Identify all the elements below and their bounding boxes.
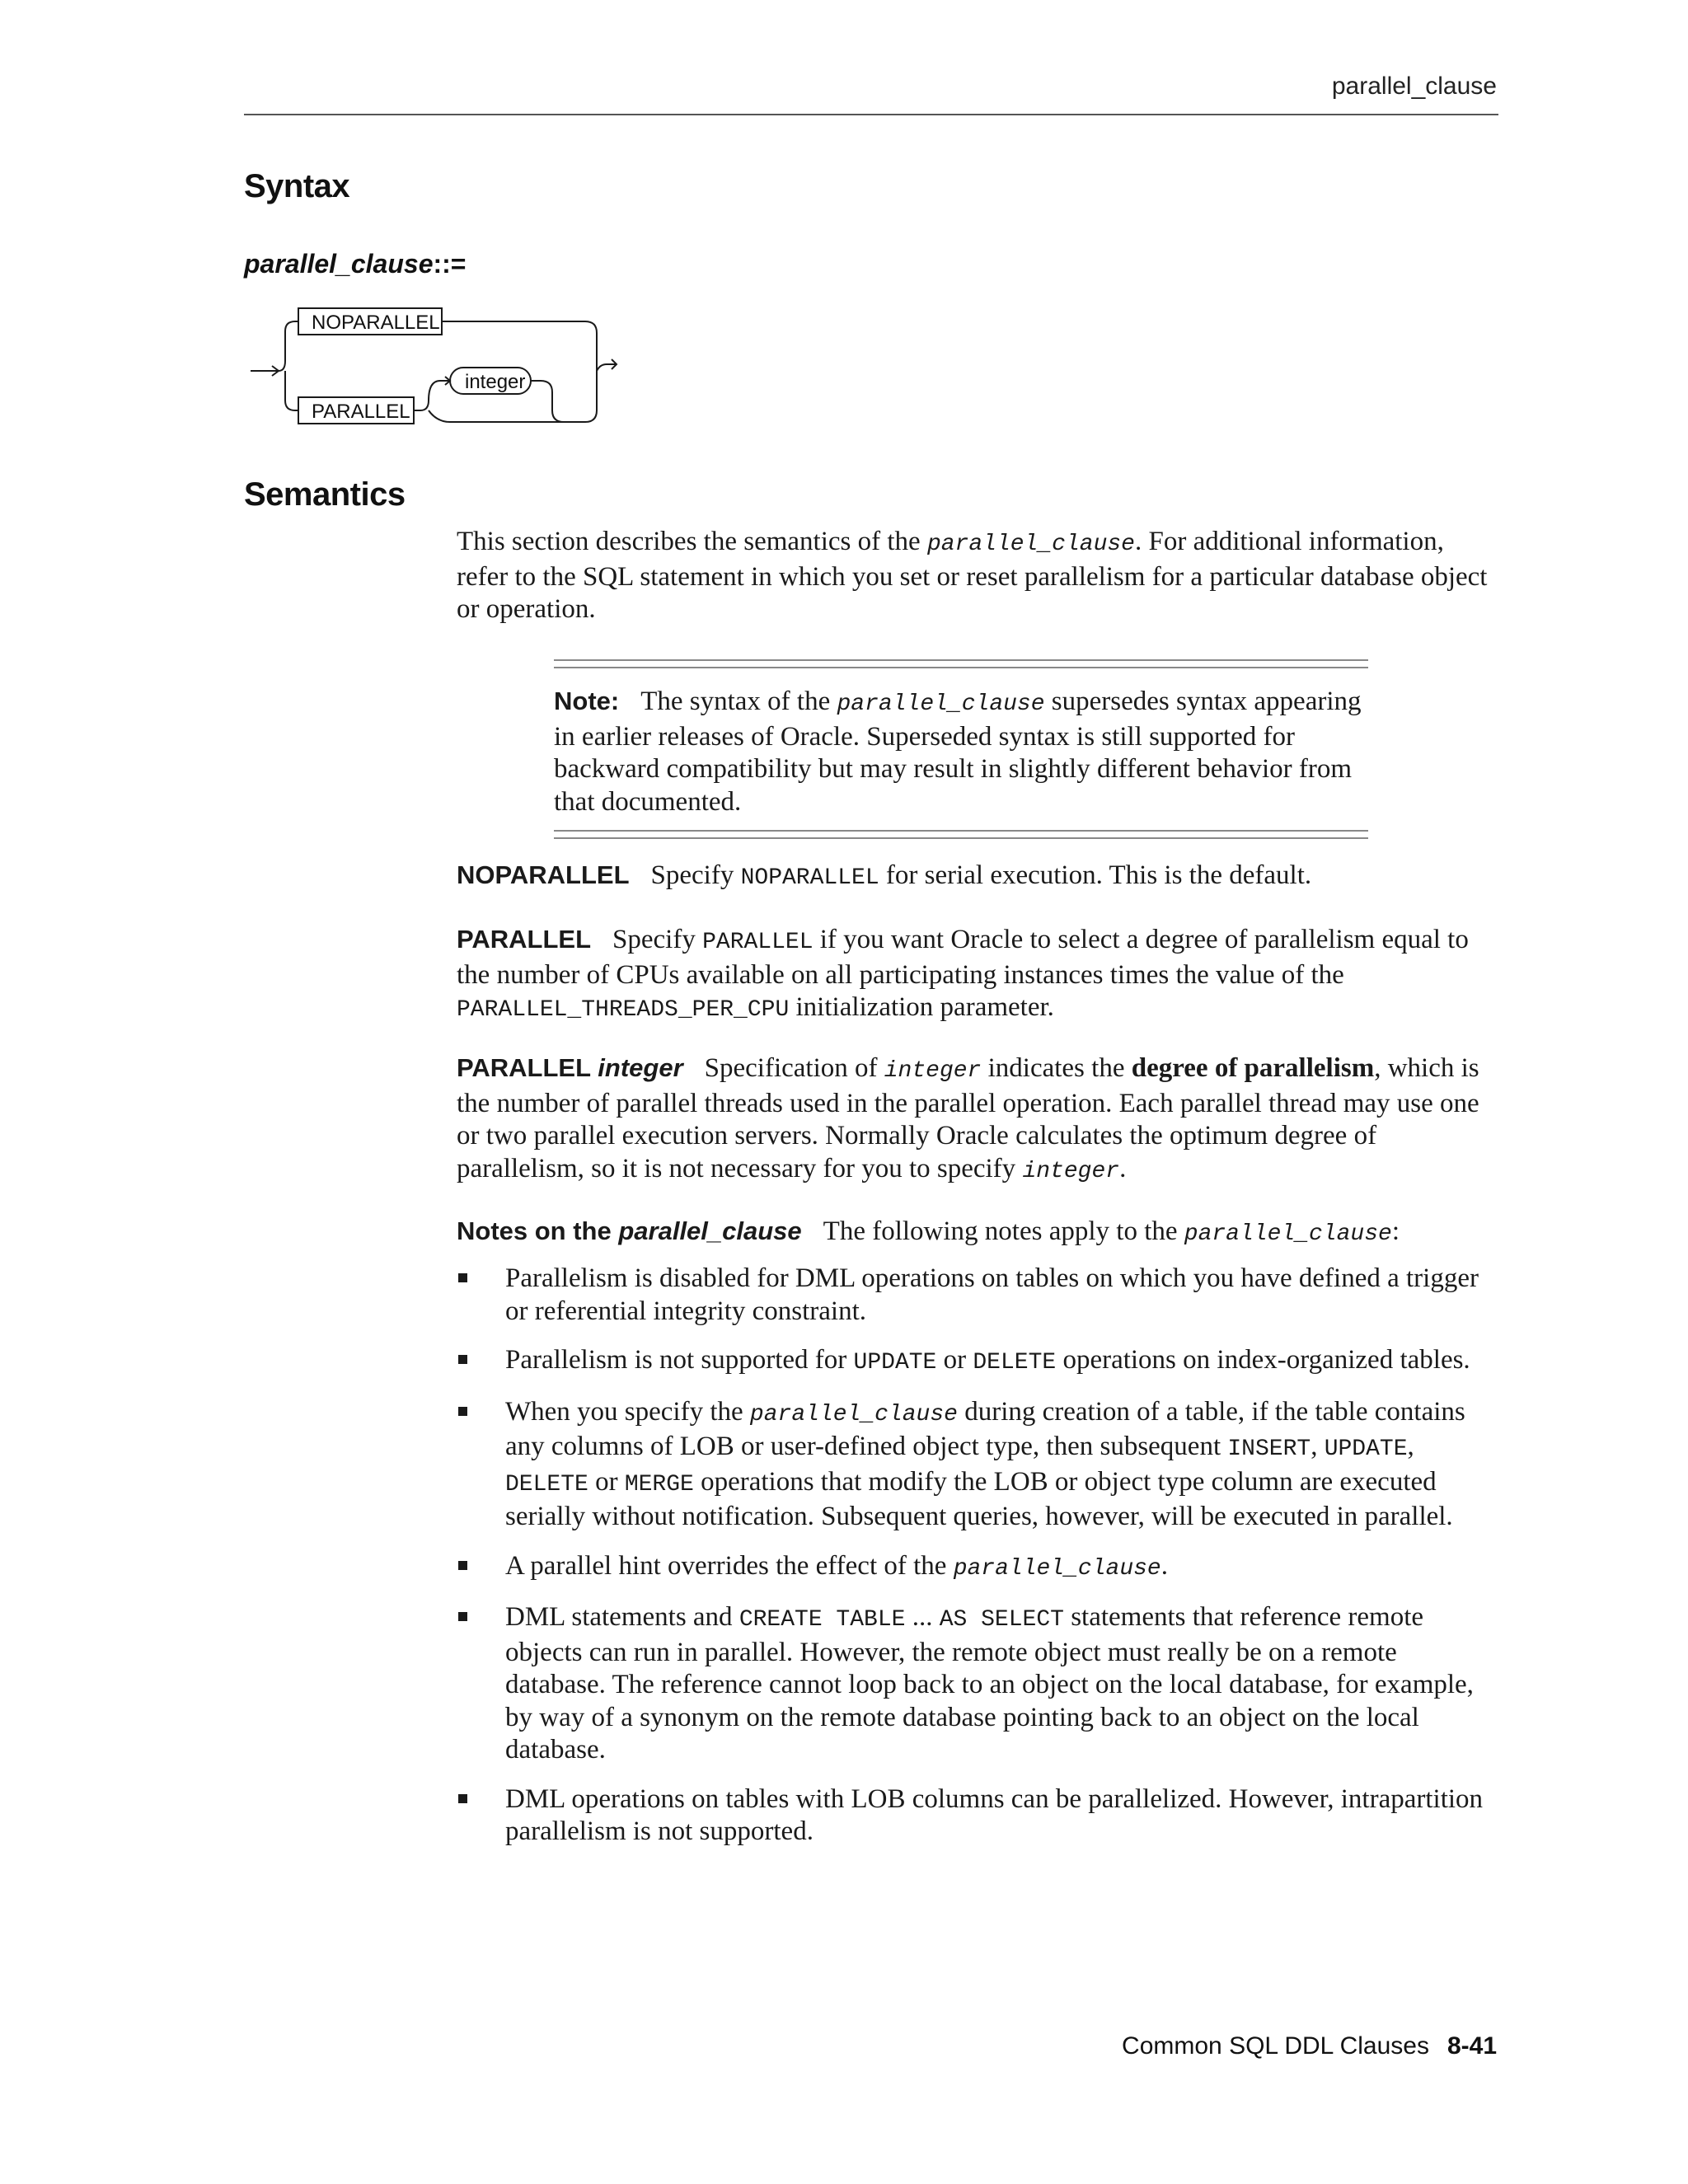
bypass-line <box>429 410 585 422</box>
merge-code: MERGE <box>624 1471 694 1497</box>
parallel-integer-code-end: integer <box>1022 1158 1120 1184</box>
note-text-start: The syntax of the <box>640 687 837 716</box>
notes-heading-text-end: : <box>1391 1216 1400 1246</box>
parallel-integer-code: integer <box>884 1058 982 1084</box>
intro-paragraph <box>457 526 1498 626</box>
noparallel-code: NOPARALLEL <box>740 865 879 891</box>
list-item-text: DML operations on tables with LOB columns can be parallelized. However, intrapartition parallelism is not supported. <box>505 1783 1484 1846</box>
footer-title: Common SQL DDL Clauses <box>1122 2032 1429 2060</box>
integer-exit <box>531 381 564 422</box>
note-top-rule <box>554 659 1368 668</box>
list-item-text: Parallelism is not supported for <box>505 1345 854 1375</box>
update-code: UPDATE <box>853 1350 937 1376</box>
list-item-text: during creation of a table, if the table contains any columns of LOB or user-defined object type, then subsequent <box>505 1396 1465 1461</box>
integer-entry <box>414 381 450 410</box>
clause-definition <box>244 249 466 279</box>
parallel-paragraph <box>457 923 1498 1027</box>
list-item <box>457 1396 1498 1534</box>
note-text-end: supersedes syntax appearing in earlier releases of Oracle. Superseded syntax is still supported for backward compatibility but may result in slightly different behavior from that documented. <box>554 687 1362 817</box>
update-code: UPDATE <box>1324 1436 1408 1462</box>
separator: , <box>1311 1432 1325 1461</box>
notes-heading-text: The following notes apply to the <box>823 1216 1184 1246</box>
notes-heading-code: parallel_clause <box>1184 1221 1392 1247</box>
parallel-integer-text-end: . <box>1119 1153 1127 1183</box>
page-footer <box>1122 2032 1497 2060</box>
parallel-label: PARALLEL <box>312 401 410 423</box>
fork-bottom <box>285 371 298 410</box>
list-item <box>457 1550 1498 1586</box>
separator: , <box>1407 1432 1414 1461</box>
integer-label: integer <box>465 371 526 393</box>
intro-text: This section describes the semantics of the <box>457 527 927 556</box>
list-item <box>457 1783 1498 1849</box>
noparallel-label: NOPARALLEL <box>312 312 440 334</box>
bullet-square-icon <box>458 1561 467 1570</box>
intro-text-end: . For additional information, refer to the SQL statement in which you set or reset parallelism for a particular database object or operation. <box>457 527 1488 624</box>
list-item <box>457 1263 1498 1328</box>
parallel-integer-term: PARALLEL <box>457 1053 592 1082</box>
running-header: parallel_clause <box>1331 73 1497 100</box>
list-item <box>457 1601 1498 1767</box>
clause-operator: ::= <box>433 249 467 279</box>
noparallel-paragraph <box>457 859 1498 895</box>
list-item-text: DML statements and <box>505 1602 739 1632</box>
noparallel-term: NOPARALLEL <box>457 860 630 889</box>
parallel-threads-code: PARALLEL_THREADS_PER_CPU <box>457 997 790 1023</box>
list-item-text: . <box>1160 1550 1168 1581</box>
bullet-square-icon <box>458 1273 467 1282</box>
parallel-clause-code: parallel_clause <box>953 1555 1161 1582</box>
list-item-text: When you specify the <box>505 1396 750 1427</box>
degree-of-parallelism-bold: degree of parallelism <box>1131 1053 1375 1083</box>
insert-code: INSERT <box>1227 1436 1311 1462</box>
note-label: Note: <box>554 687 620 715</box>
parallel-text-end: initialization parameter. <box>789 992 1054 1022</box>
bullet-square-icon <box>458 1407 467 1416</box>
parallel-text: Specify <box>612 925 703 954</box>
parallel-integer-paragraph <box>457 1052 1498 1188</box>
bullet-square-icon <box>458 1794 467 1803</box>
delete-code: DELETE <box>973 1350 1057 1376</box>
notes-list <box>457 1263 1498 1865</box>
separator: or <box>588 1466 625 1497</box>
parallel-code: PARALLEL <box>702 930 814 955</box>
notes-heading-term-italic: parallel_clause <box>618 1216 802 1245</box>
page-number: 8-41 <box>1447 2032 1497 2060</box>
as-select-code: AS SELECT <box>939 1607 1064 1633</box>
syntax-heading: Syntax <box>244 168 350 204</box>
notes-heading-term: Notes on the <box>457 1216 619 1245</box>
parallel-integer-text-middle2: , which is the number of parallel threads used in the parallel operation. Each parallel thread may use one or two parallel execution servers. Normally Oracle calculates the optimum degree of parallelism, so it is not necessary for you to specify <box>457 1053 1479 1183</box>
list-item-text: Parallelism is disabled for DML operations on tables on which you have defined a trigger or referential integrity constraint. <box>505 1263 1479 1326</box>
note-code: parallel_clause <box>837 691 1045 717</box>
clause-name: parallel_clause <box>244 249 434 279</box>
list-item-text: ... <box>905 1602 940 1632</box>
parallel-clause-code: parallel_clause <box>749 1401 958 1427</box>
parallel-integer-text-middle: indicates the <box>981 1053 1132 1083</box>
header-rule <box>244 114 1498 115</box>
intro-code: parallel_clause <box>926 532 1135 557</box>
fork-top <box>279 321 298 371</box>
semantics-heading: Semantics <box>244 476 406 513</box>
note-box <box>554 659 1368 839</box>
noparallel-text-end: for serial execution. This is the default. <box>879 860 1312 890</box>
list-item-text: operations that modify the LOB or object type column are executed serially without notification. Subsequent queries, however, will be executed in parallel. <box>505 1466 1453 1531</box>
bullet-square-icon <box>458 1612 467 1621</box>
parallel-text-middle: if you want Oracle to select a degree of parallelism equal to the number of CPUs available on all participating instances times the value of the <box>457 925 1469 990</box>
bullet-square-icon <box>458 1355 467 1364</box>
note-text <box>554 668 1368 830</box>
list-item <box>457 1344 1498 1380</box>
create-table-code: CREATE TABLE <box>738 1607 906 1633</box>
notes-heading-paragraph <box>457 1215 1498 1251</box>
list-item-text: or <box>936 1345 973 1375</box>
noparallel-text: Specify <box>650 860 741 890</box>
delete-code: DELETE <box>505 1471 588 1497</box>
list-item-text: A parallel hint overrides the effect of the <box>505 1550 954 1581</box>
parallel-term: PARALLEL <box>457 925 592 954</box>
list-item-text: statements that reference remote objects can run in parallel. However, the remote object must really be on a remote database. The reference cannot loop back to an object on the local database, for example, by way of a synonym on the remote database pointing back to an object on the local database. <box>505 1602 1474 1765</box>
list-item-text: operations on index-organized tables. <box>1056 1345 1470 1375</box>
syntax-diagram <box>244 307 640 438</box>
parallel-integer-term-italic: integer <box>598 1053 683 1082</box>
parallel-integer-text: Specification of <box>704 1053 884 1083</box>
note-bottom-rule <box>554 830 1368 839</box>
